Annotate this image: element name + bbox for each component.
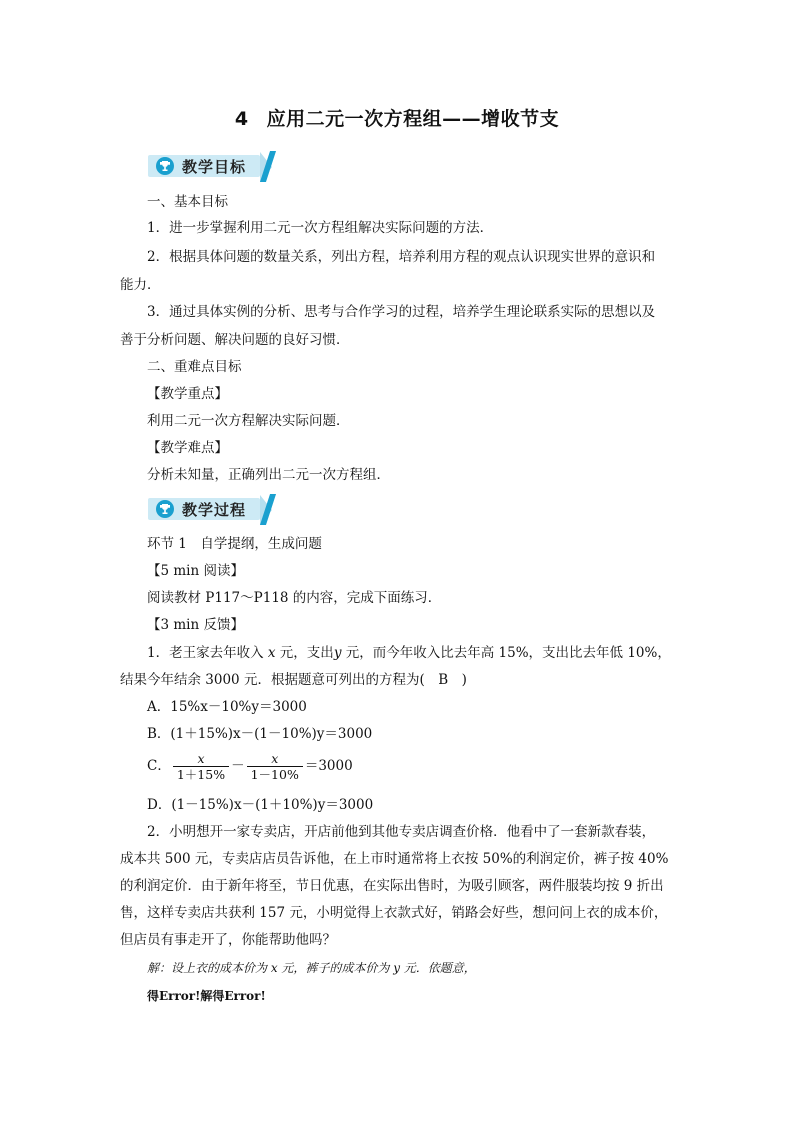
q1-text-b: 元，支出 — [275, 645, 334, 661]
feedback-label: 【3 min 反馈】 — [147, 617, 244, 633]
title-number: 4 — [234, 108, 249, 130]
section-header-process — [148, 495, 278, 525]
page-title — [0, 104, 794, 131]
q1-text-a: 1．老王家去年收入 — [147, 645, 268, 661]
q1-var-x: x — [267, 645, 276, 661]
option-c — [147, 749, 687, 783]
option-c-suffix: ＝3000 — [304, 758, 353, 774]
goal-item-3-line2: 善于分析问题、解决问题的良好习惯． — [120, 332, 350, 348]
question-2-line1: 2．小明想开一家专卖店，开店前他到其他专卖店调查价格．他看中了一套新款春装， — [147, 824, 656, 840]
basic-goals-heading: 一、基本目标 — [147, 194, 228, 210]
section-label-goals: 教学目标 — [182, 158, 247, 176]
question-1-line1 — [147, 643, 687, 663]
solution-line2: 得Error!解得Error! — [147, 989, 266, 1003]
fraction-1-denominator: 1＋15% — [176, 767, 226, 782]
trophy-icon — [156, 500, 174, 518]
question-1-line2: 结果今年结余 3000 元．根据题意可列出的方程为( B ) — [120, 672, 467, 688]
option-c-prefix: C． — [147, 758, 171, 774]
trophy-icon — [156, 157, 174, 175]
option-c-minus: － — [231, 758, 245, 774]
focus-text: 利用二元一次方程解决实际问题． — [147, 413, 350, 429]
fraction-2-denominator: 1－10% — [250, 767, 299, 782]
focus-label: 【教学重点】 — [147, 386, 228, 402]
goal-item-3-line1: 3．通过具体实例的分析、思考与合作学习的过程，培养学生理论联系实际的思想以及 — [147, 304, 656, 320]
solution-line1: 解：设上衣的成本价为 x 元，裤子的成本价为 y 元．依题意， — [147, 961, 476, 975]
section-label-process: 教学过程 — [182, 501, 247, 519]
key-goals-heading: 二、重难点目标 — [147, 359, 242, 375]
reading-text: 阅读教材 P117～P118 的内容，完成下面练习． — [147, 590, 442, 606]
option-d: D．(1－15%)x－(1＋10%)y＝3000 — [147, 797, 374, 813]
option-a: A．15%x－10%y＝3000 — [147, 699, 307, 715]
fraction-1 — [173, 751, 229, 782]
reading-label: 【5 min 阅读】 — [147, 563, 244, 579]
fraction-2-numerator: x — [247, 751, 303, 767]
fraction-1-numerator: x — [173, 751, 229, 767]
section-header-goals — [148, 152, 278, 182]
step-1-heading: 环节 1 自学提纲，生成问题 — [147, 536, 322, 552]
question-2-line2: 成本共 500 元，专卖店店员告诉他，在上市时通常将上衣按 50%的利润定价，裤子按 40% — [120, 851, 669, 867]
difficulty-text: 分析未知量，正确列出二元一次方程组． — [147, 467, 390, 483]
goal-item-2-line1: 2．根据具体问题的数量关系，列出方程，培养利用方程的观点认识现实世界的意识和 — [147, 249, 656, 265]
goal-item-1: 1．进一步掌握利用二元一次方程组解决实际问题的方法． — [147, 220, 494, 236]
question-2-line5: 但店员有事走开了，你能帮助他吗？ — [120, 932, 336, 948]
title-text: 应用二元一次方程组——增收节支 — [266, 108, 560, 130]
q1-var-y: y — [333, 645, 342, 661]
option-b: B．(1＋15%)x－(1－10%)y＝3000 — [147, 726, 373, 742]
question-2-line4: 售，这样专卖店共获利 157 元，小明觉得上衣款式好，销路会好些，想问问上衣的成本价， — [120, 905, 668, 921]
goal-item-2-line2: 能力． — [120, 277, 161, 293]
q1-text-c: 元，而今年收入比去年高 15%，支出比去年低 10%， — [341, 645, 671, 661]
difficulty-label: 【教学难点】 — [147, 440, 228, 456]
fraction-2 — [247, 751, 303, 782]
question-2-line3: 的利润定价．由于新年将至，节日优惠，在实际出售时，为吸引顾客，两件服装均按 9 折出 — [120, 878, 664, 894]
